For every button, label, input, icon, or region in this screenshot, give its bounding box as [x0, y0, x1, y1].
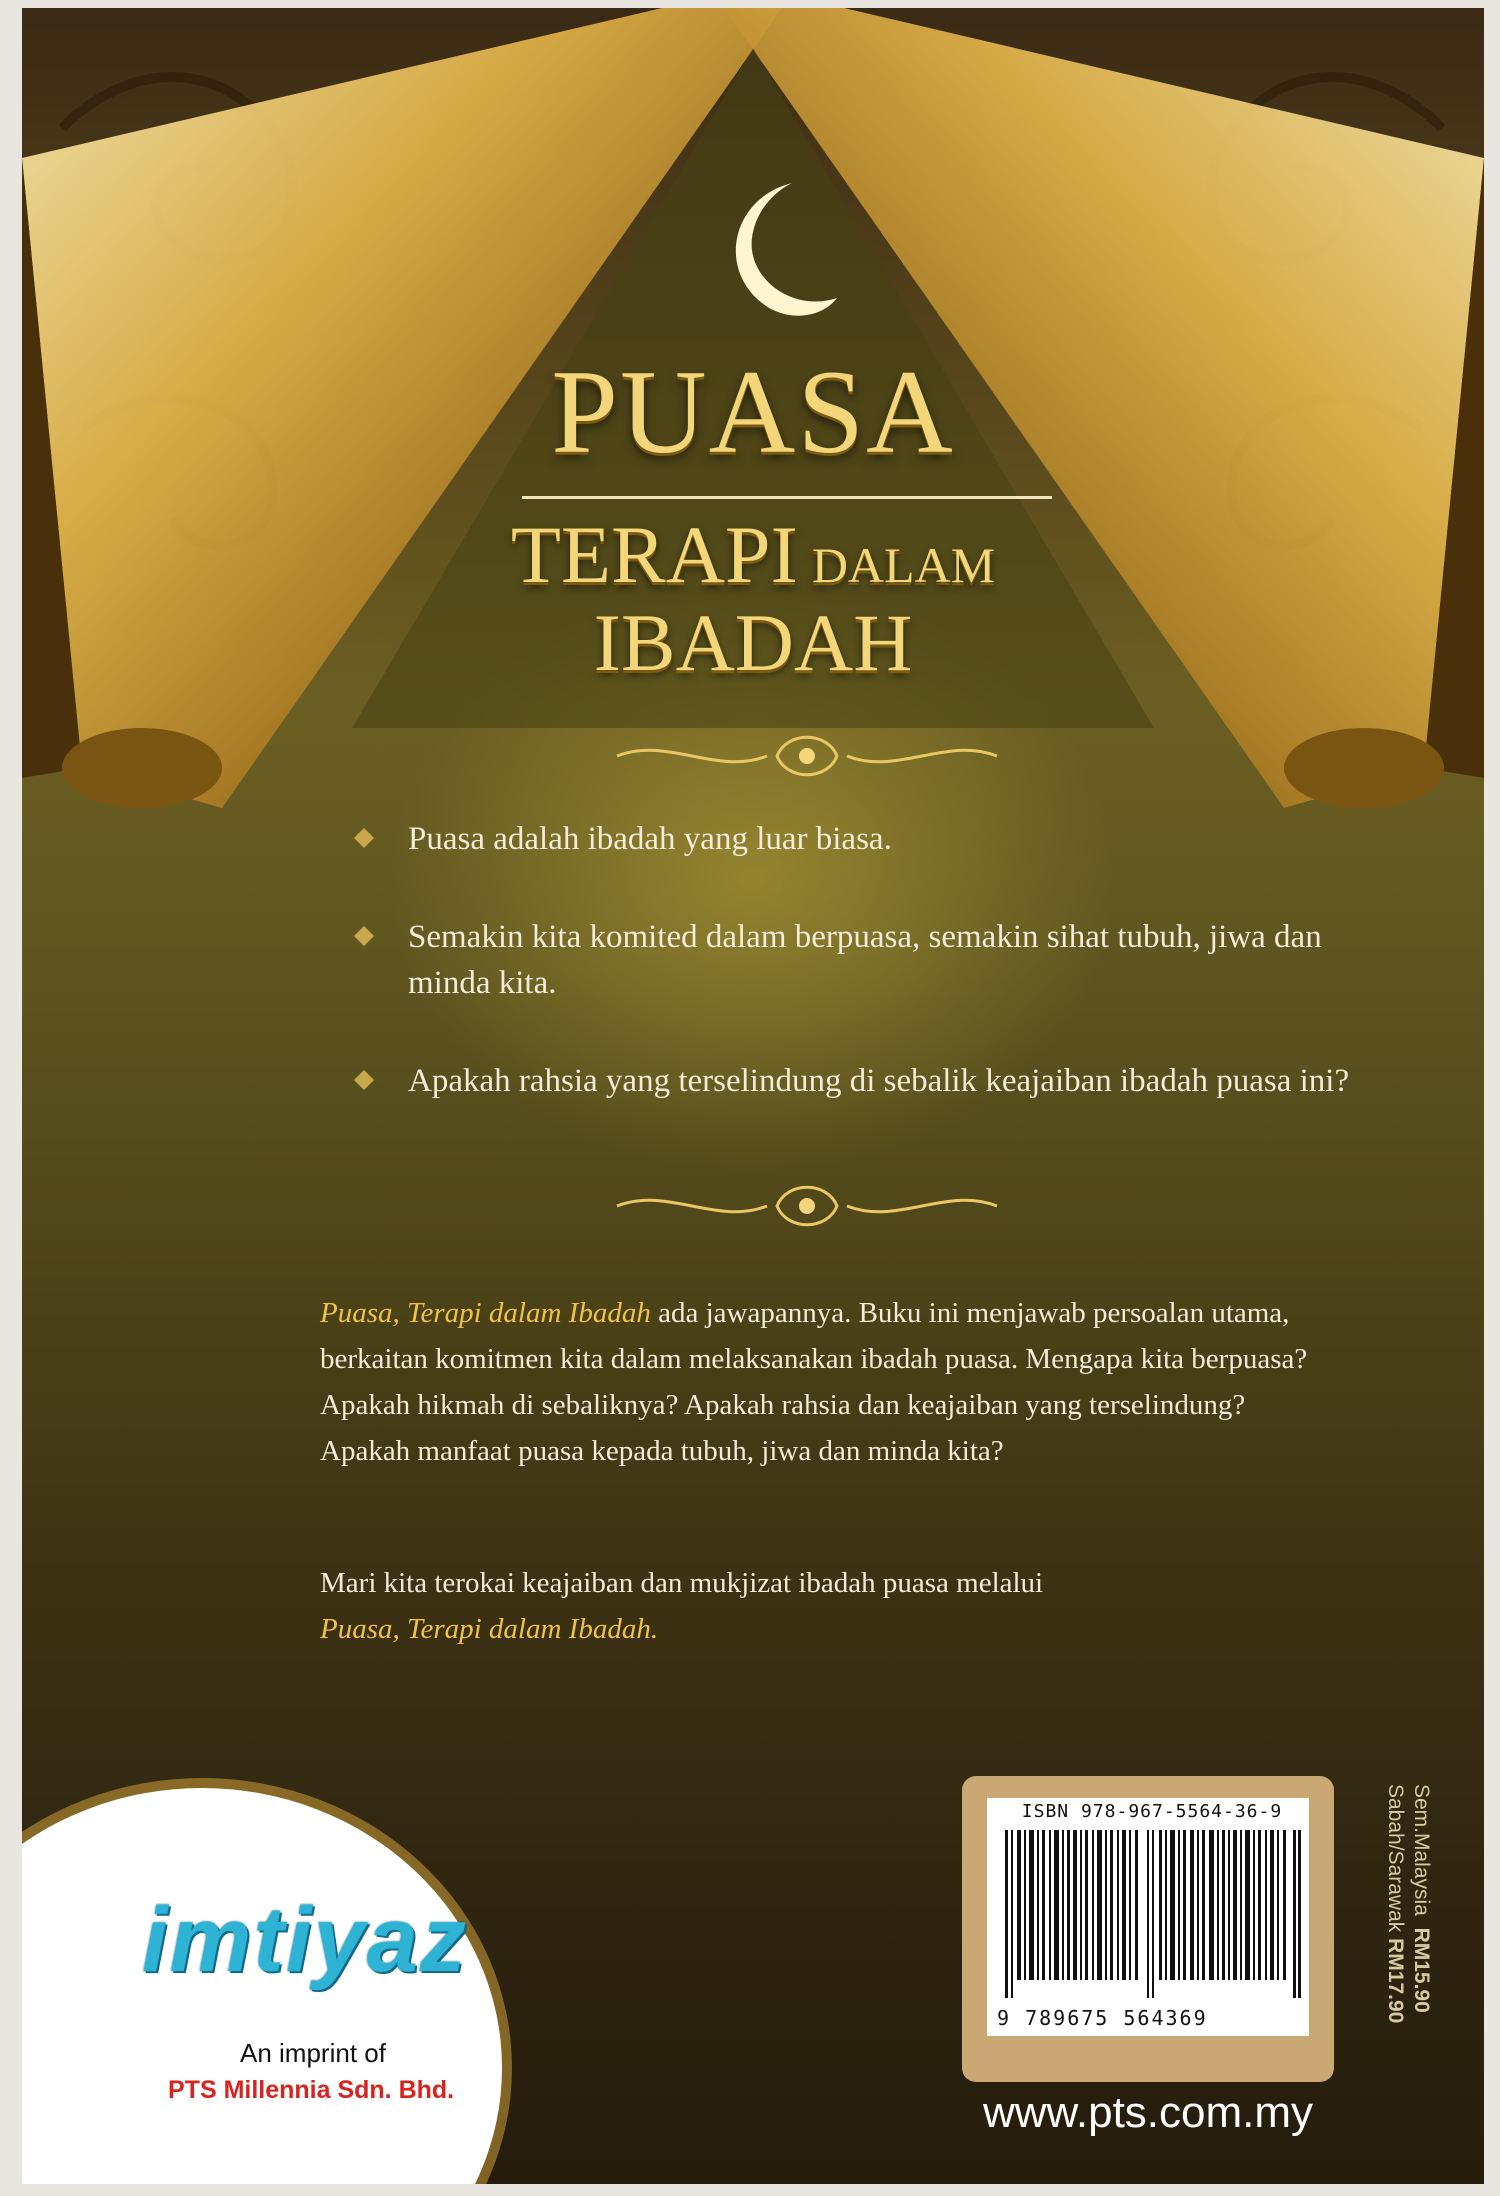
crescent-moon-icon [712, 178, 842, 328]
title-divider-line [522, 496, 1052, 499]
isbn-text: ISBN 978-967-5564-36-9 [1021, 1801, 1283, 1822]
price-line-sabah [1382, 1784, 1408, 2023]
title-terapi: TERAPI [510, 509, 798, 600]
diamond-bullet-icon [352, 1068, 376, 1092]
description-text: ada jawapannya. Buku ini menjawab persoalan utama, berkaitan komitmen kita dalam melaksanakan ibadah puasa. Mengapa kita berpuasa? Apakah hikmah di sebaliknya? Apakah rahsia dan keajaiban yang terselindung? Apakah manfaat puasa kepada tubuh, jiwa dan minda kita? [320, 1297, 1308, 1467]
title-puasa: PUASA [551, 345, 955, 478]
barcode-icon [1005, 1830, 1301, 1998]
bullet-list [352, 816, 1352, 1156]
bullet-item [352, 816, 1352, 862]
website-url[interactable]: www.pts.com.my [982, 2088, 1314, 2137]
price-value: RM17.90 [1384, 1938, 1407, 2024]
bullet-text: Puasa adalah ibadah yang luar biasa. [408, 821, 892, 857]
barcode-number: 9 789675 564369 [997, 2006, 1208, 2030]
imtiyaz-logo: imtiyaz [142, 1889, 468, 1991]
description-text: Mari kita terokai keajaiban dan mukjizat ibadah puasa melalui [320, 1567, 1044, 1599]
publisher-company: PTS Millennia Sdn. Bhd. [168, 2076, 455, 2104]
bullet-item [352, 914, 1352, 1006]
description-paragraph-2 [320, 1560, 1320, 1652]
book-title-italic: Puasa, Terapi dalam Ibadah. [320, 1613, 659, 1645]
title-line-terapi [22, 508, 1484, 602]
back-cover [22, 8, 1484, 2184]
diamond-bullet-icon [352, 924, 376, 948]
price-value: RM15.90 [1410, 1927, 1433, 2013]
bullet-item [352, 1058, 1352, 1104]
imprint-label: An imprint of [240, 2038, 386, 2068]
bullet-text: Apakah rahsia yang terselindung di sebalik keajaiban ibadah puasa ini? [408, 1063, 1350, 1099]
diamond-bullet-icon [352, 826, 376, 850]
book-title-italic: Puasa, Terapi dalam Ibadah [320, 1297, 651, 1329]
price-line-malaysia [1408, 1784, 1434, 2023]
flourish-divider-bottom [607, 1176, 1007, 1236]
bullet-text: Semakin kita komited dalam berpuasa, semakin sihat tubuh, jiwa dan minda kita. [408, 919, 1322, 1001]
price-label [1382, 1784, 1434, 2023]
price-region: Sem.Malaysia [1410, 1784, 1433, 1916]
price-region: Sabah/Sarawak [1384, 1784, 1407, 1933]
title-dalam: DALAM [811, 537, 996, 593]
flourish-divider-top [607, 726, 1007, 786]
description-paragraph-1 [320, 1290, 1320, 1474]
title-ibadah: IBADAH [593, 597, 913, 688]
